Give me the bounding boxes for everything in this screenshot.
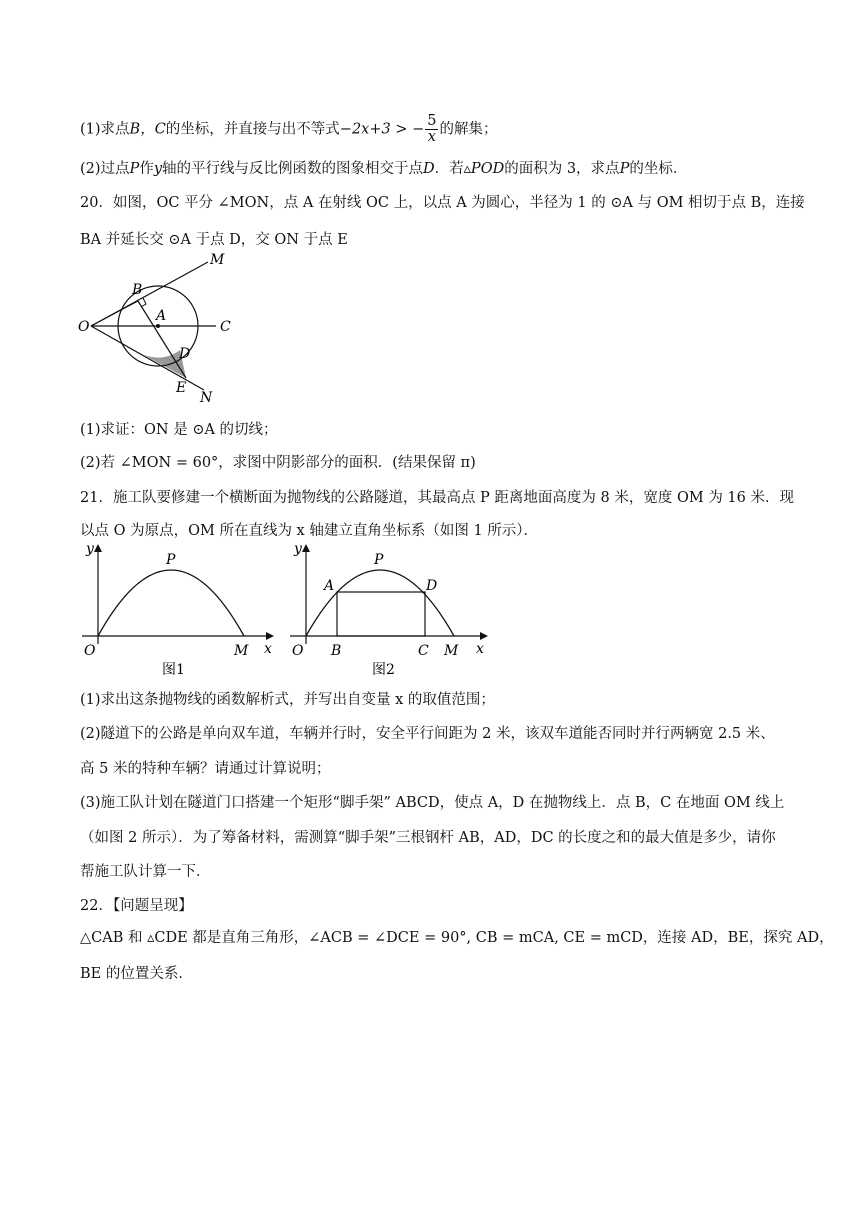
label-M: M	[234, 643, 249, 659]
y-axis-arrow	[302, 544, 310, 552]
label-B: B	[132, 282, 143, 298]
label-O: O	[292, 643, 304, 659]
triangle-label: ▵POD	[463, 161, 505, 177]
label-O: O	[84, 643, 96, 659]
text: (2)过点	[80, 161, 130, 177]
label-y: y	[294, 541, 302, 557]
point-label: P	[619, 161, 630, 177]
fraction	[425, 114, 438, 145]
scaffold-rectangle	[337, 592, 425, 636]
text: ．若	[434, 161, 464, 177]
text: (1)求点	[80, 121, 130, 138]
axis-label: y	[153, 161, 163, 177]
q20-sub1: (1)求证：ON 是 ⊙A 的切线；	[80, 422, 278, 438]
label-x: x	[476, 641, 484, 657]
q22-line2: △CAB 和 ▵CDE 都是直角三角形，∠ACB = ∠DCE = 90°, CB = mCA, CE = mCD，连接 AD，BE，探究 AD，	[80, 930, 834, 946]
x-axis-arrow	[480, 632, 488, 640]
label-P: P	[374, 552, 384, 568]
label-D: D	[179, 346, 191, 362]
label-N: N	[200, 390, 213, 406]
label-C: C	[418, 643, 429, 659]
text: 轴的平行线与反比例函数的图象相交于点	[162, 161, 424, 177]
text: 的面积为 3，求点	[504, 161, 620, 177]
fraction-denominator: x	[427, 129, 436, 146]
q20-circle-figure	[76, 250, 246, 410]
q21-figure-2	[284, 540, 494, 680]
q21-sub3-line2: （如图 2 所示）．为了筹备材料，需测算“脚手架”三根钢杆 AB，AD，DC 的长度之和的最大值是多少，请你	[80, 830, 776, 846]
q22-line3: BE 的位置关系．	[80, 966, 193, 982]
label-M: M	[444, 643, 459, 659]
x-axis-arrow	[266, 632, 274, 640]
caption: 图1	[162, 662, 185, 678]
q22-line1: 22．【问题呈现】	[80, 898, 193, 914]
label-C: C	[220, 319, 231, 335]
label-A: A	[324, 578, 335, 594]
label-E: E	[176, 380, 187, 396]
inequality: −2x+3 > −	[339, 121, 425, 138]
q21-sub2-line2: 高 5 米的特种车辆？请通过计算说明；	[80, 761, 331, 777]
q20-line2: BA 并延长交 ⊙A 于点 D，交 ON 于点 E	[80, 232, 348, 248]
center-dot	[156, 324, 160, 328]
point-label: B，C	[129, 121, 166, 138]
right-angle-mark	[141, 298, 146, 307]
point-label: D	[423, 161, 435, 177]
q20-sub2: (2)若 ∠MON = 60°，求图中阴影部分的面积．(结果保留 π)	[80, 455, 476, 471]
q20-line1: 20．如图，OC 平分 ∠MON，点 A 在射线 OC 上，以点 A 为圆心，半径为 1 的 ⊙A 与 OM 相切于点 B，连接	[80, 195, 805, 211]
q21-line1: 21．施工队要修建一个横断面为抛物线的公路隧道，其最高点 P 距离地面高度为 8 米，宽度 OM 为 16 米．现	[80, 490, 794, 506]
label-A: A	[156, 308, 167, 324]
q21-sub2-line1: (2)隧道下的公路是单向双车道，车辆并行时，安全平行间距为 2 米，该双车道能否同时并行两辆宽 2.5 米、	[80, 726, 775, 742]
q21-line2: 以点 O 为原点，OM 所在直线为 x 轴建立直角坐标系（如图 1 所示）．	[80, 523, 539, 539]
y-axis-arrow	[94, 544, 102, 552]
point-label: P	[129, 161, 140, 177]
label-x: x	[264, 641, 272, 657]
parabola	[98, 570, 244, 636]
text: 的坐标．	[629, 161, 688, 177]
q21-sub1: (1)求出这条抛物线的函数解析式，并写出自变量 x 的取值范围；	[80, 692, 495, 708]
fraction-numerator: 5	[427, 113, 437, 129]
segment-ob	[91, 301, 138, 326]
text: 的坐标，并直接与出不等式	[165, 121, 340, 138]
label-D: D	[426, 578, 438, 594]
q21-figure-1	[76, 540, 276, 680]
label-O: O	[78, 319, 90, 335]
text: 作	[139, 161, 154, 177]
label-M: M	[210, 252, 225, 268]
label-P: P	[166, 552, 176, 568]
q21-sub3-line3: 帮施工队计算一下．	[80, 864, 211, 880]
label-y: y	[86, 541, 94, 557]
q21-sub3-line1: (3)施工队计划在隧道门口搭建一个矩形“脚手架” ABCD，使点 A，D 在抛物线上．点 B，C 在地面 OM 线上	[80, 795, 785, 811]
text: 的解集；	[439, 121, 498, 138]
q19-part2	[80, 157, 687, 178]
label-B: B	[331, 643, 342, 659]
caption: 图2	[372, 662, 395, 678]
q19-part1	[80, 114, 497, 145]
